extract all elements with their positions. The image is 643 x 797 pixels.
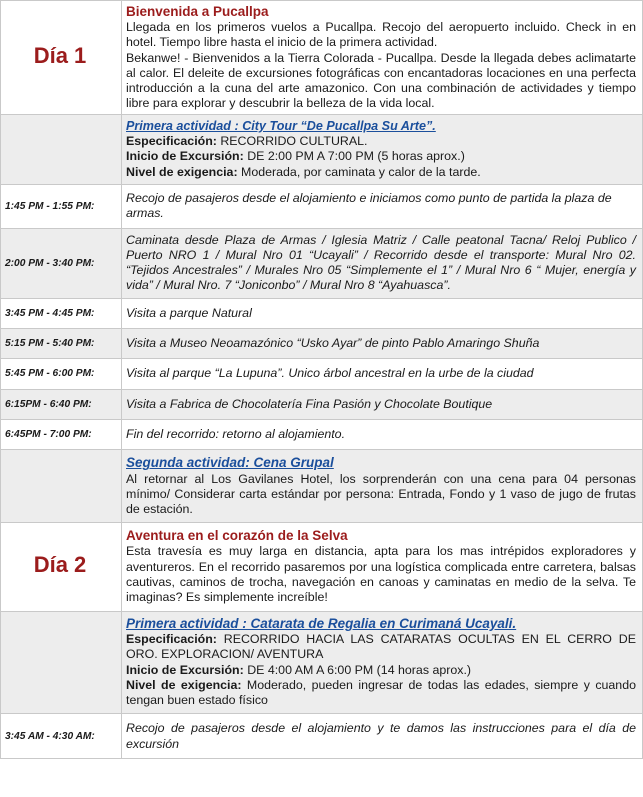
start-label: Inicio de Excursión: (126, 149, 244, 164)
schedule-desc: Caminata desde Plaza de Armas / Iglesia Matriz / Calle peatonal Tacna/ Reloj Publico / Puerto NRO 1 / Mural Nro 01 “Ucayali” / Recorrido desde el transporte: Mural Nro 02. “Tejidos Ancestrales” / Murales Nro 05 “Simplemente el 1” / Mural Nro 6 “ Mujer, energía y vida” / Mural Nro. 7 “Joniconbo” / Mural Nro 8 “Ayahuasca”. (122, 228, 643, 298)
schedule-time: 5:15 PM - 5:40 PM: (1, 329, 122, 359)
level-label: Nivel de exigencia: (126, 164, 238, 179)
day-cell (1, 1, 122, 115)
schedule-row (1, 419, 643, 449)
schedule-desc: Recojo de pasajeros desde el alojamiento e iniciamos como punto de partida la plaza de armas. (122, 184, 643, 228)
schedule-time: 6:45PM - 7:00 PM: (1, 419, 122, 449)
schedule-desc: Visita a Fabrica de Chocolatería Fina Pasión y Chocolate Boutique (122, 389, 643, 419)
day2-title: Aventura en el corazón de la Selva (126, 528, 348, 544)
level-value: Moderada, por caminata y calor de la tarde. (237, 164, 481, 179)
schedule-time: 3:45 PM - 4:45 PM: (1, 298, 122, 328)
day2-intro-row (1, 523, 643, 611)
spec-label: Especificación: (126, 631, 217, 646)
day2-intro-cell (122, 523, 643, 611)
day1-activity2-desc: Al retornar al Los Gavilanes Hotel, los sorprenderán con una cena para 04 personas mínimo/ Considerar carta estándar por persona: Entrada, Fondo y 1 vaso de jugo de frutas de estación. (126, 471, 636, 517)
day1-activity2-title[interactable]: Segunda actividad: Cena Grupal (126, 455, 334, 471)
day1-activity1-cell (122, 114, 643, 184)
day1-activity2-cell (122, 450, 643, 523)
schedule-desc: Visita al parque “La Lupuna”. Unico árbol ancestral en la urbe de la ciudad (122, 359, 643, 389)
start-value: DE 4:00 AM A 6:00 PM (14 horas aprox.) (243, 662, 472, 677)
day2-activity1-cell (122, 611, 643, 714)
schedule-row (1, 184, 643, 228)
start-label: Inicio de Excursión: (126, 662, 244, 677)
schedule-desc: Recojo de pasajeros desde el alojamiento y te damos las instrucciones para el día de excursión (122, 714, 643, 759)
schedule-desc: Visita a Museo Neoamazónico “Usko Ayar” de pinto Pablo Amaringo Shuña (122, 329, 643, 359)
schedule-time: 6:15PM - 6:40 PM: (1, 389, 122, 419)
schedule-desc: Fin del recorrido: retorno al alojamiento. (122, 419, 643, 449)
level-value: Moderado, pueden ingresar de todas las edades, siempre y cuando tengan buen estado físico (126, 677, 636, 708)
day1-intro-cell (122, 1, 643, 115)
schedule-row (1, 228, 643, 298)
schedule-time: 5:45 PM - 6:00 PM: (1, 359, 122, 389)
schedule-row (1, 714, 643, 759)
day1-activity2-row (1, 450, 643, 523)
day2-activity1-row (1, 611, 643, 714)
day1-intro: Llegada en los primeros vuelos a Pucallpa. Recojo del aeropuerto incluido. Check in en hotel. Tiempo libre hasta el inicio de la primera actividad. (126, 20, 636, 50)
day1-welcome: Bekanwe! - Bienvenidos a la Tierra Colorada - Pucallpa. Desde la llegada debes aclimatarte al calor. El deleite de excursiones fotográficas con encantadoras locaciones en una perfecta introducción a la cuna del arte amazonico. Con una combinación de actividades y tiempo libre para explorar y descubrir la belleza de la vida local. (126, 50, 636, 111)
schedule-time: 2:00 PM - 3:40 PM: (1, 228, 122, 298)
spec-value: RECORRIDO CULTURAL. (216, 134, 368, 149)
schedule-row (1, 298, 643, 328)
day1-activity1-title[interactable]: Primera actividad : City Tour “De Pucallpa Su Arte”. (126, 118, 436, 133)
day1-label: Día 1 (33, 42, 87, 68)
start-value: DE 2:00 PM A 7:00 PM (5 horas aprox.) (243, 149, 465, 164)
spec-label: Especificación: (126, 134, 217, 149)
schedule-row (1, 389, 643, 419)
day2-intro: Esta travesía es muy larga en distancia, apta para los mas intrépidos exploradores y aventureros. En el recorrido pasaremos por una logística complicada entre carretera, balsas cautivas, caminos de trocha, navegación en canoas y caminatas en medio de la selva. Te imaginas? Es simplemente increíble! (126, 544, 636, 605)
schedule-row (1, 329, 643, 359)
empty-cell (1, 450, 122, 523)
day1-activity1-row (1, 114, 643, 184)
day-cell (1, 523, 122, 611)
day1-intro-row (1, 1, 643, 115)
schedule-time: 3:45 AM - 4:30 AM: (1, 714, 122, 759)
schedule-time: 1:45 PM - 1:55 PM: (1, 184, 122, 228)
level-label: Nivel de exigencia: (126, 677, 242, 692)
day2-activity1-title[interactable]: Primera actividad : Catarata de Regalia en Curimaná Ucayali. (126, 615, 517, 631)
schedule-desc: Visita a parque Natural (122, 298, 643, 328)
empty-cell (1, 611, 122, 714)
day2-label: Día 2 (33, 552, 87, 578)
spec-value: RECORRIDO HACIA LAS CATARATAS OCULTAS EN EL CERRO DE ORO. EXPLORACION/ AVENTURA (126, 631, 636, 662)
empty-cell (1, 114, 122, 184)
schedule-row (1, 359, 643, 389)
day1-title: Bienvenida a Pucallpa (126, 4, 269, 19)
